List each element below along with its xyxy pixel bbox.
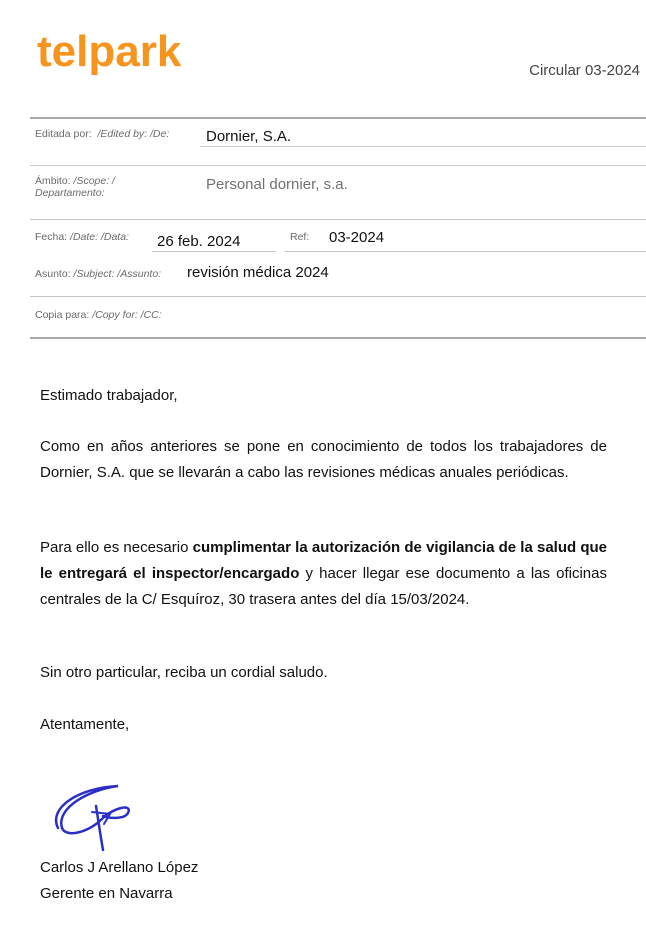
edited-by-label: Editada por: /Edited by: /De:	[35, 128, 170, 140]
header-divider	[30, 165, 646, 166]
edited-by-value: Dornier, S.A.	[206, 128, 292, 145]
ref-label: Ref:	[290, 231, 310, 243]
greeting: Estimado trabajador,	[40, 387, 178, 404]
subject-label: Asunto: /Subject: /Assunto:	[35, 268, 162, 280]
header-divider	[30, 296, 646, 297]
ref-value: 03-2024	[329, 229, 385, 246]
signature-image	[48, 778, 138, 858]
paragraph-3: Sin otro particular, reciba un cordial saludo.	[40, 664, 328, 681]
header-divider	[30, 117, 646, 119]
svg-text:telpark: telpark	[37, 27, 182, 76]
field-underline	[152, 251, 276, 252]
paragraph-2: Para ello es necesario cumplimentar la autorización de vigilancia de la salud que le entregará el inspector/encargado y hacer llegar ese documento a las oficinas centrales de la C/ Esquíroz, 30 trasera antes del día 15/03/2024.	[40, 539, 608, 608]
paragraph-2-emphasis: cumplimentar la autorización de vigilancia de la salud que le entregará el inspector/encargado	[40, 539, 608, 582]
date-value: 26 feb. 2024	[157, 233, 241, 250]
circular-number: Circular 03-2024	[529, 62, 640, 79]
subject-value: revisión médica 2024	[187, 264, 329, 281]
scope-value: Personal dornier, s.a.	[206, 176, 348, 193]
field-underline	[285, 251, 646, 252]
telpark-logo	[37, 26, 199, 76]
paragraph-1: Como en años anteriores se pone en conocimiento de todos los trabajadores de Dornier, S.A. que se llevarán a cabo las revisiones médicas anuales periódicas.	[40, 438, 607, 481]
header-divider	[30, 219, 646, 220]
date-label: Fecha: /Date: /Data:	[35, 231, 129, 243]
scope-label: Ámbito: /Scope: / Departamento:	[35, 175, 115, 199]
signer-title: Gerente en Navarra	[40, 885, 173, 902]
signer-name: Carlos J Arellano López	[40, 859, 199, 876]
copy-label: Copia para: /Copy for: /CC:	[35, 309, 162, 321]
header-divider	[30, 337, 646, 339]
field-underline	[200, 146, 646, 147]
closing: Atentamente,	[40, 716, 130, 733]
